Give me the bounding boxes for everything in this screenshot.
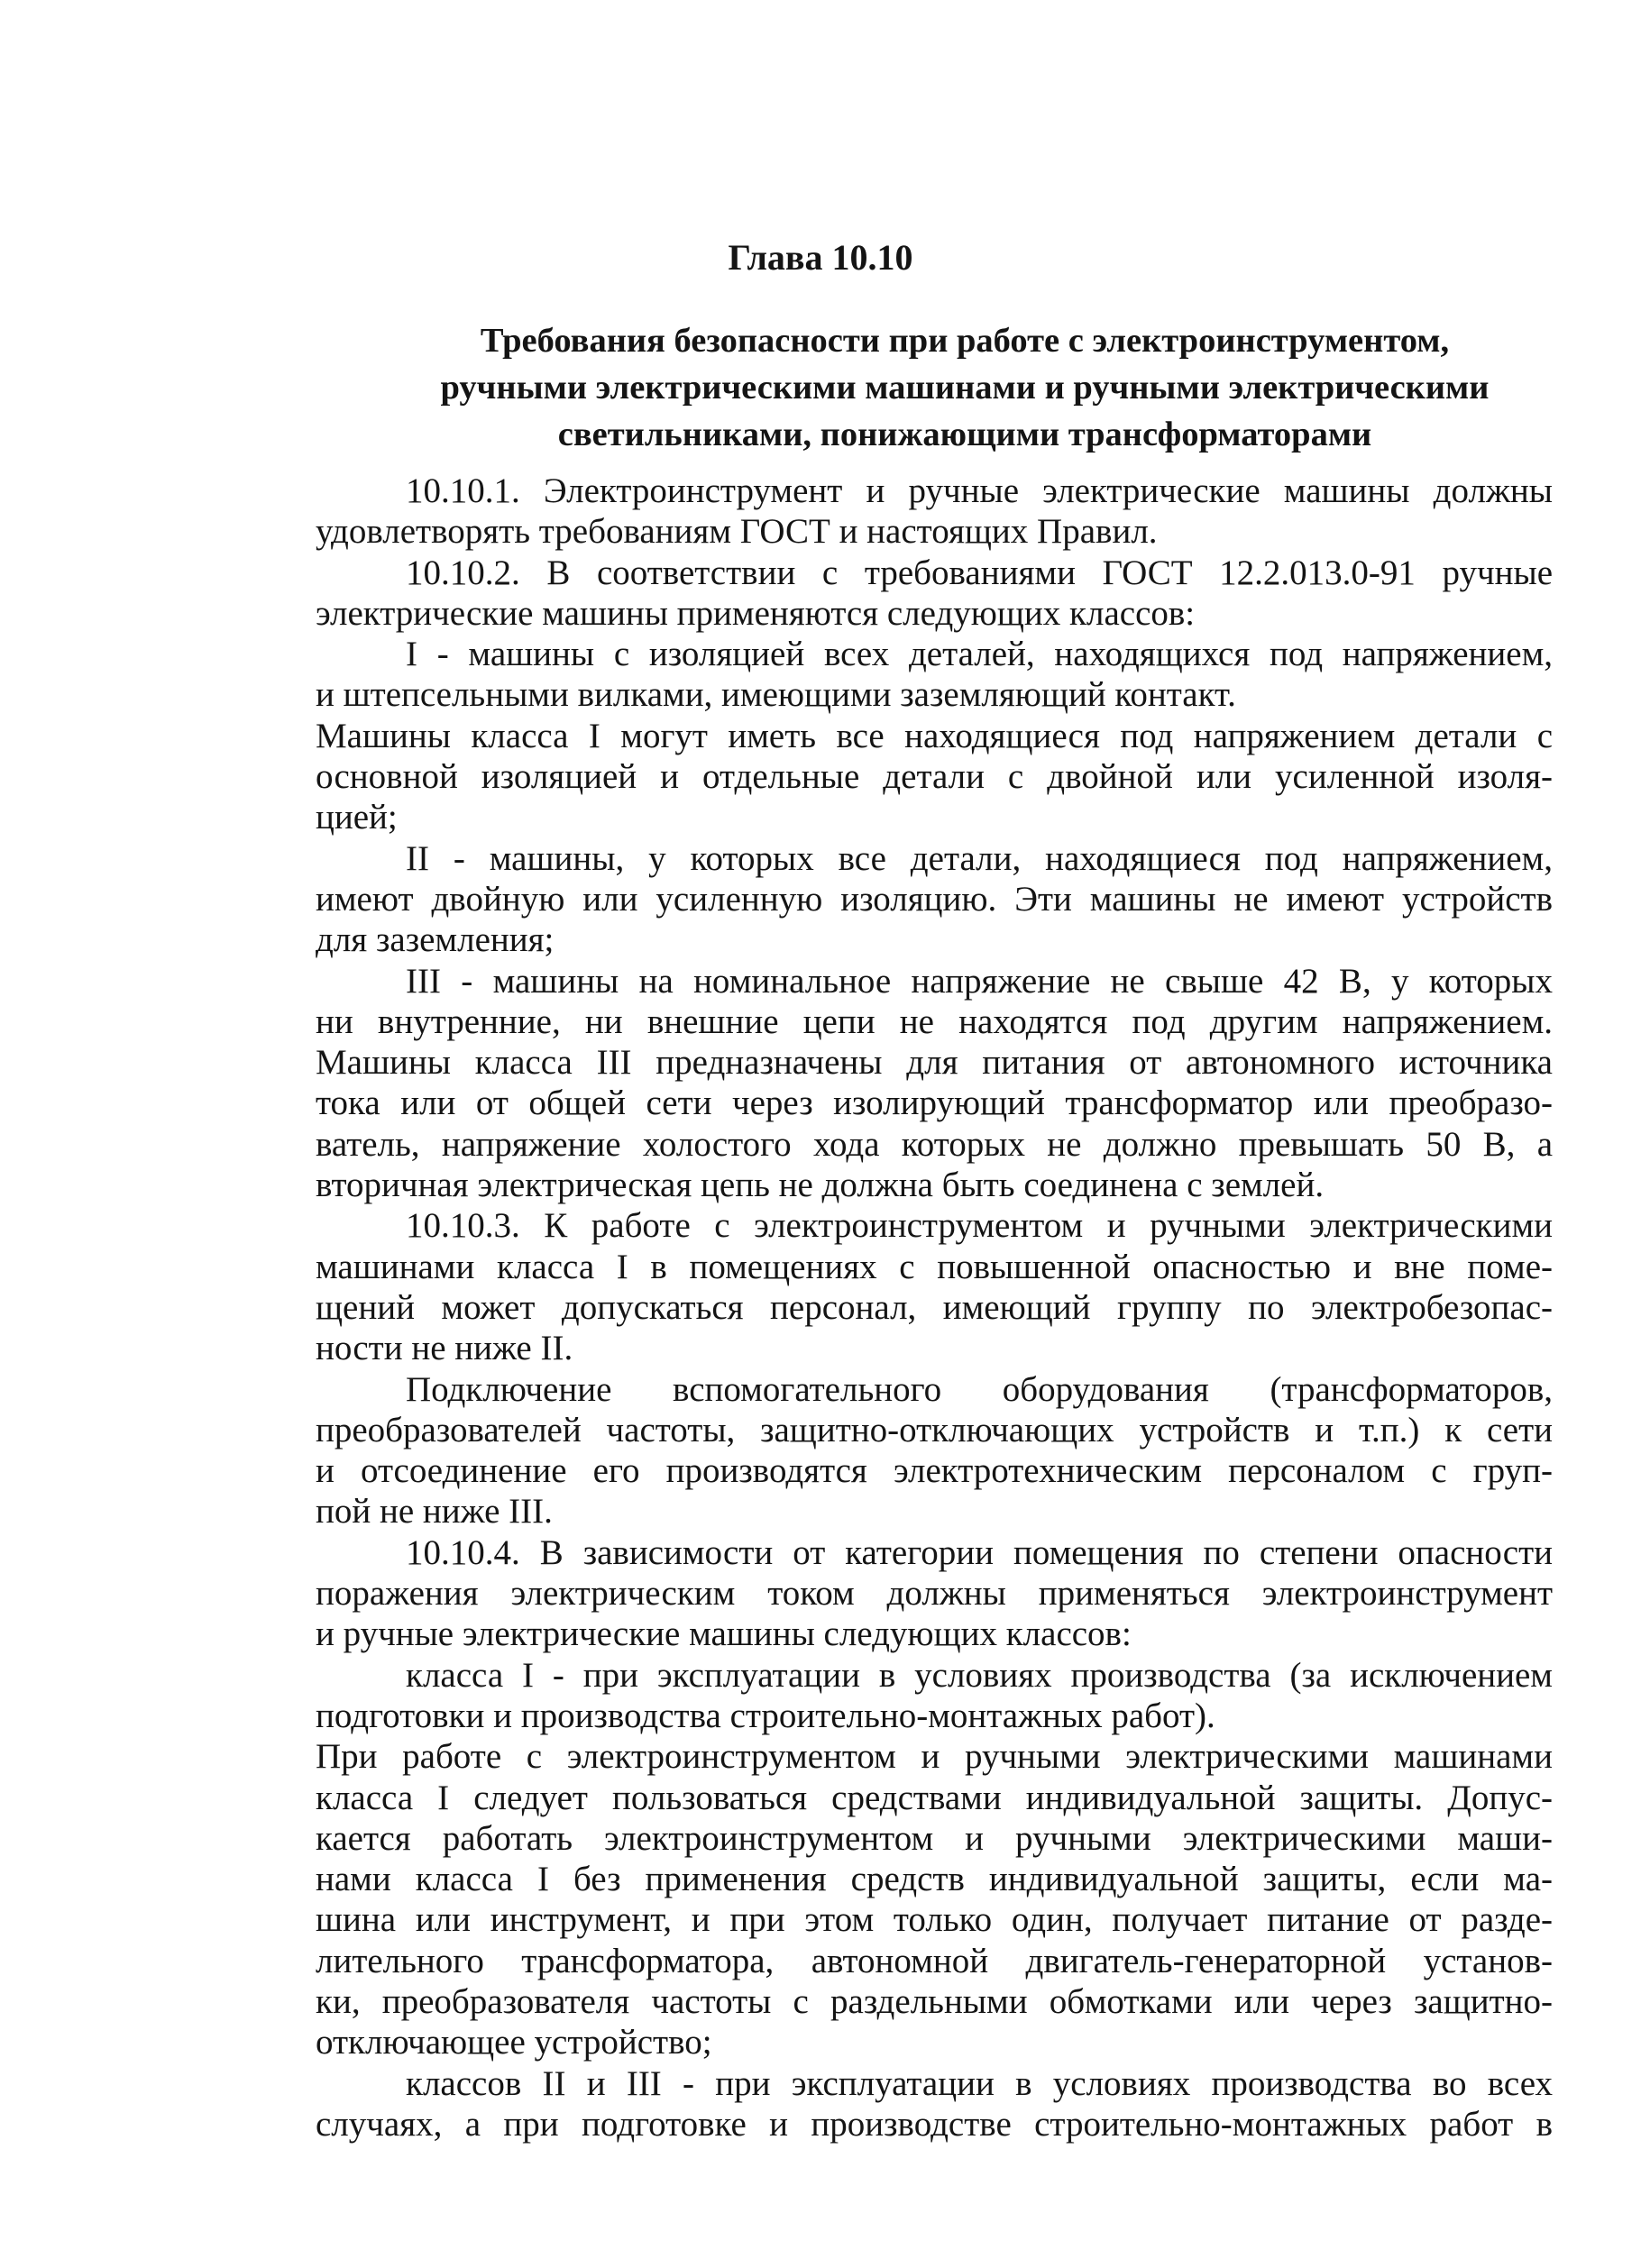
text-line: лительного трансформатора, автономной двигатель-генераторной установ- [316,1941,1553,1980]
section-heading [379,317,1551,458]
text-line: пой не ниже III. [316,1492,553,1532]
text-line: и отсоединение его производятся электротехническим персоналом с груп- [316,1451,1553,1491]
text-line: ни внутренние, ни внешние цепи не находятся под другим напряжением. [316,1001,1553,1041]
heading-line: Требования безопасности при работе с электроинструментом, [480,322,1450,360]
text-line: и ручные электрические машины следующих классов: [316,1614,1132,1654]
text-line: преобразователей частоты, защитно-отключающих устройств и т.п.) к сети [316,1410,1553,1450]
heading-line: светильниками, понижающими трансформаторами [557,416,1372,453]
text-line: 10.10.2. В соответствии с требованиями ГОСТ 12.2.013.0-91 ручные [406,553,1553,592]
text-line: удовлетворять требованиям ГОСТ и настоящих Правил. [316,512,1158,552]
text-line: ности не ниже II. [316,1329,573,1368]
text-line: 10.10.4. В зависимости от категории помещения по степени опасности [406,1532,1553,1572]
text-line: 10.10.1. Электроинструмент и ручные электрические машины должны [406,471,1553,510]
text-line: класса I - при эксплуатации в условиях производства (за исключением [406,1655,1553,1695]
text-line: имеют двойную или усиленную изоляцию. Эти машины не имеют устройств [316,879,1553,919]
text-line: ватель, напряжение холостого хода которых не должно превышать 50 В, а [316,1124,1553,1164]
text-line: шина или инструмент, и при этом только один, получает питание от разде- [316,1900,1553,1940]
text-line: классов II и III - при эксплуатации в условиях производства во всех [406,2063,1553,2103]
text-line: Машины класса I могут иметь все находящиеся под напряжением детали с [316,716,1553,755]
text-line: ки, преобразователя частоты с раздельными обмотками или через защитно- [316,1981,1553,2021]
text-line: I - машины с изоляцией всех деталей, находящихся под напряжением, [406,635,1553,674]
text-line: машинами класса I в помещениях с повышенной опасностью и вне поме- [316,1247,1553,1286]
text-line: Подключение вспомогательного оборудования (трансформаторов, [406,1369,1553,1409]
text-line: III - машины на номинальное напряжение не свыше 42 В, у которых [406,961,1553,1001]
text-line: щений может допускаться персонал, имеющий группу по электробезопас- [316,1287,1553,1327]
heading-line: ручными электрическими машинами и ручными электрическими [440,369,1490,407]
text-line: поражения электрическим током должны применяться электроинструмент [316,1574,1553,1614]
chapter-title: Глава 10.10 [728,237,913,278]
text-line: II - машины, у которых все детали, находящиеся под напряжением, [406,838,1553,878]
text-line: случаях, а при подготовке и производстве строительно-монтажных работ в [316,2104,1553,2144]
text-line: основной изоляцией и отдельные детали с двойной или усиленной изоля- [316,757,1553,797]
text-line: 10.10.3. К работе с электроинструментом и ручными электрическими [406,1206,1553,1246]
text-line: При работе с электроинструментом и ручными электрическими машинами [316,1737,1553,1777]
text-line: отключающее устройство; [316,2023,712,2062]
text-line: нами класса I без применения средств индивидуальной защиты, если ма- [316,1860,1553,1899]
text-line: класса I следует пользоваться средствами индивидуальной защиты. Допус- [316,1778,1553,1817]
text-line: Машины класса III предназначены для питания от автономного источника [316,1043,1553,1083]
body-text [316,471,1553,2145]
text-line: вторичная электрическая цепь не должна быть соединена с землей. [316,1166,1325,1205]
text-line: кается работать электроинструментом и ручными электрическими маши- [316,1818,1553,1858]
text-line: цией; [316,798,398,837]
text-line: подготовки и производства строительно-монтажных работ). [316,1696,1215,1735]
text-line: тока или от общей сети через изолирующий трансформатор или преобразо- [316,1084,1553,1123]
text-line: электрические машины применяются следующих классов: [316,593,1196,633]
text-line: и штепсельными вилками, имеющими заземляющий контакт. [316,675,1236,715]
text-line: для заземления; [316,920,555,960]
